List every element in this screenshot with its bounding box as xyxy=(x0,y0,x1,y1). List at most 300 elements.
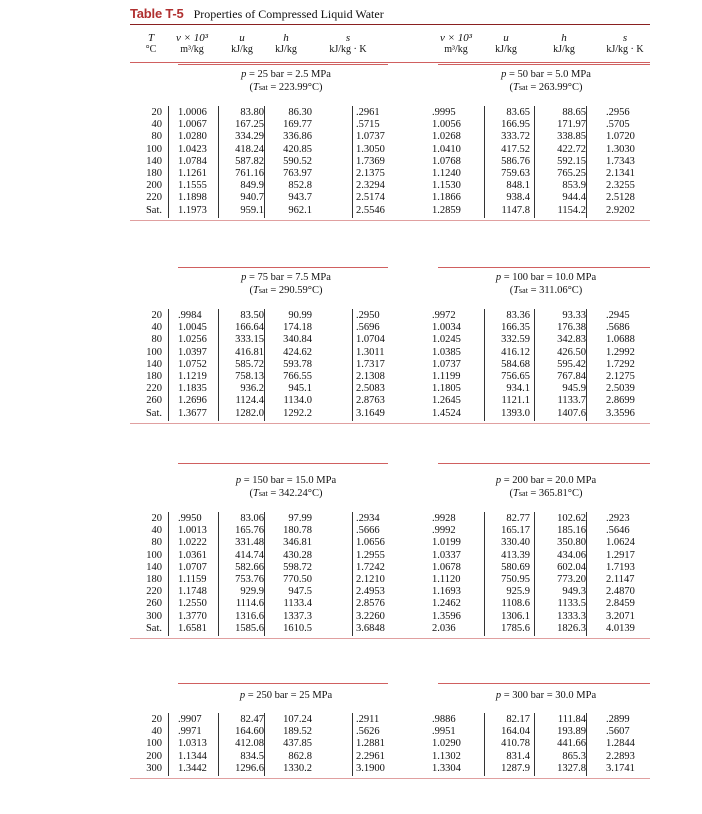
cell-u-right: 584.68 xyxy=(501,358,530,370)
header-h-right: h kJ/kg xyxy=(553,32,575,55)
block-bottom-rule xyxy=(130,778,650,779)
cell-s-left: 2.1375 xyxy=(356,168,385,179)
cell-v-right: 1.0245 xyxy=(432,334,461,346)
cell-v-left: 1.0752 xyxy=(178,358,207,370)
cell-v-left: 1.1344 xyxy=(178,750,207,762)
column-divider xyxy=(264,713,265,776)
cell-v-right: 1.3304 xyxy=(432,762,461,774)
cell-h-right: 426.50 xyxy=(557,346,586,358)
cell-u-left: 412.08 xyxy=(235,738,264,750)
column-divider xyxy=(168,713,169,776)
cell-temperature: 140 xyxy=(146,155,162,167)
cell-v-right: .9928 xyxy=(432,513,456,524)
block-rule xyxy=(438,463,650,464)
cell-u-right: 848.1 xyxy=(506,180,530,192)
cell-h-left: 86.30 xyxy=(288,107,312,118)
cell-s-right: 1.0688 xyxy=(606,334,635,346)
pressure-heading-left-3: p = 250 bar = 25 MPa xyxy=(239,690,333,701)
cell-v-left: 1.1159 xyxy=(178,574,207,585)
cell-temperature: 40 xyxy=(151,322,162,334)
cell-s-left: 3.6848 xyxy=(356,622,385,634)
cell-u-right: 759.63 xyxy=(501,168,530,179)
cell-u-left: 83.06 xyxy=(240,513,264,524)
cell-h-right: 853.9 xyxy=(562,180,586,192)
column-divider xyxy=(352,713,353,776)
header-u-left: u kJ/kg xyxy=(231,32,253,55)
column-divider xyxy=(586,512,587,636)
cell-s-left: 2.8763 xyxy=(356,395,385,407)
cell-h-left: 766.55 xyxy=(283,371,312,382)
cell-temperature: 80 xyxy=(151,537,162,549)
column-divider xyxy=(484,713,485,776)
cell-v-right: .9886 xyxy=(432,714,456,725)
cell-v-left: 1.0423 xyxy=(178,143,207,155)
cell-s-right: 3.3596 xyxy=(606,407,635,419)
column-divider xyxy=(534,106,535,218)
cell-h-left: 90.99 xyxy=(288,310,312,321)
cell-u-left: 959.1 xyxy=(240,204,264,216)
cell-v-left: 1.0045 xyxy=(178,322,207,334)
cell-h-left: 437.85 xyxy=(283,738,312,750)
header-h-left: h kJ/kg xyxy=(275,32,297,55)
cell-h-left: 340.84 xyxy=(283,334,312,346)
cell-temperature: 220 xyxy=(146,192,162,204)
cell-v-right: 1.1805 xyxy=(432,383,461,395)
cell-h-left: 189.52 xyxy=(283,726,312,738)
cell-h-left: 852.8 xyxy=(288,180,312,192)
cell-u-left: 587.82 xyxy=(235,155,264,167)
cell-u-left: 849.9 xyxy=(240,180,264,192)
cell-h-right: 338.85 xyxy=(557,131,586,143)
cell-temperature: 260 xyxy=(146,598,162,610)
cell-v-left: 1.1555 xyxy=(178,180,207,192)
cell-v-right: 1.0034 xyxy=(432,322,461,334)
block-rule xyxy=(178,64,388,65)
cell-u-right: 1121.1 xyxy=(501,395,530,407)
cell-u-right: 410.78 xyxy=(501,738,530,750)
cell-u-right: 333.72 xyxy=(501,131,530,143)
cell-s-left: 2.4953 xyxy=(356,586,385,598)
column-divider xyxy=(218,106,219,218)
cell-temperature: 20 xyxy=(151,513,162,524)
cell-u-left: 165.76 xyxy=(235,525,264,537)
pressure-heading-right-2: p = 200 bar = 20.0 MPa (Tsat = 365.81°C) xyxy=(495,475,597,499)
cell-s-right: 4.0139 xyxy=(606,622,635,634)
cell-h-right: 1133.5 xyxy=(557,598,586,610)
cell-v-right: .9951 xyxy=(432,726,456,738)
cell-s-left: 1.3011 xyxy=(356,346,385,358)
cell-s-left: 2.5546 xyxy=(356,204,385,216)
cell-u-left: 416.81 xyxy=(235,346,264,358)
cell-u-left: 582.66 xyxy=(235,561,264,573)
cell-u-right: 166.35 xyxy=(501,322,530,334)
cell-h-left: 763.97 xyxy=(283,168,312,179)
cell-s-right: 1.3030 xyxy=(606,143,635,155)
cell-v-left: 1.1261 xyxy=(178,168,207,179)
cell-temperature: 180 xyxy=(146,371,162,382)
cell-u-left: 1114.6 xyxy=(235,598,264,610)
block-rule xyxy=(178,463,388,464)
cell-temperature: Sat. xyxy=(145,407,162,419)
cell-u-right: 831.4 xyxy=(506,750,530,762)
cell-h-left: 593.78 xyxy=(283,358,312,370)
cell-temperature: 80 xyxy=(151,334,162,346)
cell-v-right: 1.1240 xyxy=(432,168,461,179)
cell-s-left: 1.0704 xyxy=(356,334,385,346)
cell-u-left: 585.72 xyxy=(235,358,264,370)
cell-v-left: 1.0784 xyxy=(178,155,207,167)
cell-h-left: 598.72 xyxy=(283,561,312,573)
cell-u-left: 834.5 xyxy=(240,750,264,762)
column-divider xyxy=(586,713,587,776)
cell-h-right: 765.25 xyxy=(557,168,586,179)
cell-s-left: 3.1900 xyxy=(356,762,385,774)
cell-u-left: 331.48 xyxy=(235,537,264,549)
cell-u-right: 1393.0 xyxy=(501,407,530,419)
cell-s-right: .2899 xyxy=(606,714,630,725)
cell-u-right: 417.52 xyxy=(501,143,530,155)
cell-s-right: 2.5128 xyxy=(606,192,635,204)
cell-v-right: 2.036 xyxy=(432,622,456,634)
cell-s-left: 2.1308 xyxy=(356,371,385,382)
cell-v-right: 1.1120 xyxy=(432,574,461,585)
cell-s-right: 2.8459 xyxy=(606,598,635,610)
block-rule xyxy=(178,683,388,684)
cell-s-left: .2934 xyxy=(356,513,380,524)
cell-s-left: 1.3050 xyxy=(356,143,385,155)
cell-temperature: 100 xyxy=(146,549,162,561)
cell-temperature: 200 xyxy=(146,750,162,762)
cell-u-right: 82.77 xyxy=(506,513,530,524)
cell-temperature: 40 xyxy=(151,726,162,738)
cell-h-left: 862.8 xyxy=(288,750,312,762)
cell-h-right: 88.65 xyxy=(562,107,586,118)
cell-s-right: 2.1341 xyxy=(606,168,635,179)
cell-u-right: 756.65 xyxy=(501,371,530,382)
cell-v-right: 1.0056 xyxy=(432,119,461,131)
cell-s-right: .2956 xyxy=(606,107,630,118)
cell-u-right: 416.12 xyxy=(501,346,530,358)
cell-v-right: 1.0199 xyxy=(432,537,461,549)
cell-u-left: 82.47 xyxy=(240,714,264,725)
cell-h-right: 945.9 xyxy=(562,383,586,395)
cell-temperature: 220 xyxy=(146,383,162,395)
block-bottom-rule xyxy=(130,638,650,639)
cell-h-right: 342.83 xyxy=(557,334,586,346)
cell-v-left: 1.0256 xyxy=(178,334,207,346)
cell-h-right: 441.66 xyxy=(557,738,586,750)
cell-u-right: 1147.8 xyxy=(501,204,530,216)
cell-s-left: .2950 xyxy=(356,310,380,321)
cell-v-left: 1.0067 xyxy=(178,119,207,131)
cell-v-right: 1.2462 xyxy=(432,598,461,610)
cell-s-right: 1.2992 xyxy=(606,346,635,358)
cell-s-right: .2923 xyxy=(606,513,630,524)
header-v-left: v × 10³ m³/kg xyxy=(175,32,209,55)
cell-v-right: 1.1866 xyxy=(432,192,461,204)
cell-h-left: 947.5 xyxy=(288,586,312,598)
cell-v-right: .9995 xyxy=(432,107,456,118)
cell-h-left: 1133.4 xyxy=(283,598,312,610)
cell-h-left: 346.81 xyxy=(283,537,312,549)
cell-h-left: 1337.3 xyxy=(283,610,312,622)
column-divider xyxy=(534,512,535,636)
cell-s-left: 1.7317 xyxy=(356,358,385,370)
cell-h-right: 102.62 xyxy=(557,513,586,524)
column-divider xyxy=(218,309,219,421)
cell-h-right: 1133.7 xyxy=(557,395,586,407)
cell-s-left: 2.8576 xyxy=(356,598,385,610)
cell-s-left: 2.3294 xyxy=(356,180,385,192)
cell-v-left: 1.1898 xyxy=(178,192,207,204)
column-divider xyxy=(586,106,587,218)
cell-u-right: 330.40 xyxy=(501,537,530,549)
cell-v-left: 1.0013 xyxy=(178,525,207,537)
cell-u-left: 758.13 xyxy=(235,371,264,382)
column-divider xyxy=(264,309,265,421)
cell-u-left: 761.16 xyxy=(235,168,264,179)
cell-v-left: .9984 xyxy=(178,310,202,321)
pressure-heading-left-2: p = 150 bar = 15.0 MPa (Tsat = 342.24°C) xyxy=(235,475,337,499)
cell-temperature: 20 xyxy=(151,714,162,725)
cell-s-left: .5696 xyxy=(356,322,380,334)
cell-h-right: 944.4 xyxy=(562,192,586,204)
cell-v-right: .9992 xyxy=(432,525,456,537)
cell-s-right: .5607 xyxy=(606,726,630,738)
cell-s-right: .5646 xyxy=(606,525,630,537)
cell-s-left: 1.2881 xyxy=(356,738,385,750)
cell-v-right: 1.1199 xyxy=(432,371,461,382)
cell-u-right: 750.95 xyxy=(501,574,530,585)
column-divider xyxy=(264,512,265,636)
column-divider xyxy=(218,713,219,776)
cell-h-right: 111.84 xyxy=(557,714,586,725)
cell-v-left: .9907 xyxy=(178,714,202,725)
cell-h-right: 1407.6 xyxy=(557,407,586,419)
cell-s-left: .2911 xyxy=(356,714,380,725)
column-divider xyxy=(352,309,353,421)
cell-s-left: 1.2955 xyxy=(356,549,385,561)
cell-v-right: .9972 xyxy=(432,310,456,321)
cell-v-right: 1.2859 xyxy=(432,204,461,216)
cell-u-right: 1287.9 xyxy=(501,762,530,774)
cell-v-right: 1.0737 xyxy=(432,358,461,370)
cell-u-left: 753.76 xyxy=(235,574,264,585)
cell-u-right: 164.04 xyxy=(501,726,530,738)
cell-h-left: 180.78 xyxy=(283,525,312,537)
header-s-left: s kJ/kg · K xyxy=(329,32,367,55)
cell-s-right: 2.5039 xyxy=(606,383,635,395)
cell-v-right: 1.1693 xyxy=(432,586,461,598)
cell-v-left: 1.3442 xyxy=(178,762,207,774)
cell-v-left: 1.0707 xyxy=(178,561,207,573)
cell-h-right: 595.42 xyxy=(557,358,586,370)
cell-h-right: 1327.8 xyxy=(557,762,586,774)
column-divider xyxy=(586,309,587,421)
pressure-heading-right-3: p = 300 bar = 30.0 MPa xyxy=(495,690,597,701)
cell-h-right: 602.04 xyxy=(557,561,586,573)
cell-v-right: 1.0678 xyxy=(432,561,461,573)
column-divider xyxy=(264,106,265,218)
cell-u-right: 586.76 xyxy=(501,155,530,167)
cell-v-left: 1.0006 xyxy=(178,107,207,118)
cell-s-left: 1.7369 xyxy=(356,155,385,167)
cell-u-right: 938.4 xyxy=(506,192,530,204)
cell-s-right: 1.7343 xyxy=(606,155,635,167)
cell-v-left: 1.0280 xyxy=(178,131,207,143)
cell-h-left: 770.50 xyxy=(283,574,312,585)
cell-u-left: 334.29 xyxy=(235,131,264,143)
cell-h-left: 430.28 xyxy=(283,549,312,561)
cell-u-right: 83.36 xyxy=(506,310,530,321)
cell-temperature: 20 xyxy=(151,310,162,321)
cell-s-right: 2.8699 xyxy=(606,395,635,407)
cell-h-right: 773.20 xyxy=(557,574,586,585)
cell-u-left: 166.64 xyxy=(235,322,264,334)
cell-temperature: 180 xyxy=(146,168,162,179)
column-divider xyxy=(168,512,169,636)
cell-s-right: .2945 xyxy=(606,310,630,321)
cell-v-left: 1.0397 xyxy=(178,346,207,358)
cell-u-left: 936.2 xyxy=(240,383,264,395)
cell-h-left: 107.24 xyxy=(283,714,312,725)
cell-h-left: 336.86 xyxy=(283,131,312,143)
cell-h-right: 865.3 xyxy=(562,750,586,762)
cell-s-left: 3.1649 xyxy=(356,407,385,419)
cell-h-left: 174.18 xyxy=(283,322,312,334)
cell-u-left: 1282.0 xyxy=(235,407,264,419)
cell-u-left: 83.50 xyxy=(240,310,264,321)
cell-v-right: 1.0768 xyxy=(432,155,461,167)
cell-s-left: .2961 xyxy=(356,107,380,118)
cell-s-left: 2.1210 xyxy=(356,574,385,585)
cell-u-left: 940.7 xyxy=(240,192,264,204)
cell-s-left: 2.5083 xyxy=(356,383,385,395)
pressure-heading-right-1: p = 100 bar = 10.0 MPa (Tsat = 311.06°C) xyxy=(495,272,597,296)
cell-s-right: 2.1275 xyxy=(606,371,635,382)
cell-h-left: 590.52 xyxy=(283,155,312,167)
cell-u-right: 1785.6 xyxy=(501,622,530,634)
cell-u-left: 167.25 xyxy=(235,119,264,131)
pressure-heading-right-0: p = 50 bar = 5.0 MPa (Tsat = 263.99°C) xyxy=(501,69,591,93)
cell-h-right: 1154.2 xyxy=(557,204,586,216)
cell-h-right: 949.3 xyxy=(562,586,586,598)
column-divider xyxy=(352,106,353,218)
cell-h-left: 169.77 xyxy=(283,119,312,131)
header-u-right: u kJ/kg xyxy=(495,32,517,55)
cell-h-right: 93.33 xyxy=(562,310,586,321)
header-v-right: v × 10³ m³/kg xyxy=(439,32,473,55)
cell-s-left: 2.5174 xyxy=(356,192,385,204)
cell-s-left: 1.0656 xyxy=(356,537,385,549)
cell-u-left: 418.24 xyxy=(235,143,264,155)
cell-u-right: 580.69 xyxy=(501,561,530,573)
cell-temperature: 220 xyxy=(146,586,162,598)
cell-u-right: 332.59 xyxy=(501,334,530,346)
cell-h-left: 943.7 xyxy=(288,192,312,204)
cell-s-right: 2.2893 xyxy=(606,750,635,762)
cell-h-right: 767.84 xyxy=(557,371,586,382)
cell-h-right: 434.06 xyxy=(557,549,586,561)
cell-h-right: 350.80 xyxy=(557,537,586,549)
cell-h-left: 945.1 xyxy=(288,383,312,395)
cell-v-left: .9971 xyxy=(178,726,202,738)
cell-v-left: 1.3677 xyxy=(178,407,207,419)
table-caption: Properties of Compressed Liquid Water xyxy=(193,7,384,21)
cell-v-left: 1.2550 xyxy=(178,598,207,610)
cell-u-left: 1296.6 xyxy=(235,762,264,774)
cell-u-left: 1316.6 xyxy=(235,610,264,622)
cell-v-left: 1.0222 xyxy=(178,537,207,549)
cell-s-right: 1.2844 xyxy=(606,738,635,750)
cell-u-right: 413.39 xyxy=(501,549,530,561)
cell-s-right: 1.7193 xyxy=(606,561,635,573)
cell-v-left: 1.6581 xyxy=(178,622,207,634)
header-rule xyxy=(130,62,650,63)
cell-h-left: 97.99 xyxy=(288,513,312,524)
cell-h-right: 176.38 xyxy=(557,322,586,334)
cell-temperature: Sat. xyxy=(145,204,162,216)
cell-s-right: 1.0720 xyxy=(606,131,635,143)
cell-u-left: 414.74 xyxy=(235,549,264,561)
cell-h-right: 1826.3 xyxy=(557,622,586,634)
cell-v-left: 1.0361 xyxy=(178,549,207,561)
cell-s-left: .5715 xyxy=(356,119,380,131)
cell-temperature: 260 xyxy=(146,395,162,407)
cell-v-left: 1.1835 xyxy=(178,383,207,395)
cell-s-right: .5686 xyxy=(606,322,630,334)
column-divider xyxy=(484,106,485,218)
block-rule xyxy=(438,64,650,65)
column-divider xyxy=(218,512,219,636)
cell-v-right: 1.4524 xyxy=(432,407,461,419)
cell-u-right: 1108.6 xyxy=(501,598,530,610)
table-title xyxy=(130,5,650,21)
pressure-heading-left-1: p = 75 bar = 7.5 MPa (Tsat = 290.59°C) xyxy=(241,272,331,296)
cell-temperature: 180 xyxy=(146,574,162,585)
cell-h-left: 1292.2 xyxy=(283,407,312,419)
cell-temperature: 100 xyxy=(146,143,162,155)
cell-u-left: 929.9 xyxy=(240,586,264,598)
cell-v-right: 1.3596 xyxy=(432,610,461,622)
table-number: Table T-5 xyxy=(130,6,184,21)
cell-s-right: 3.1741 xyxy=(606,762,635,774)
cell-s-right: 2.1147 xyxy=(606,574,635,585)
cell-s-right: 2.9202 xyxy=(606,204,635,216)
column-divider xyxy=(534,309,535,421)
cell-h-left: 962.1 xyxy=(288,204,312,216)
block-rule xyxy=(438,267,650,268)
cell-h-right: 1333.3 xyxy=(557,610,586,622)
cell-h-left: 420.85 xyxy=(283,143,312,155)
cell-v-left: 1.1219 xyxy=(178,371,207,382)
cell-u-left: 1124.4 xyxy=(235,395,264,407)
cell-temperature: 100 xyxy=(146,346,162,358)
cell-h-right: 422.72 xyxy=(557,143,586,155)
cell-v-left: 1.3770 xyxy=(178,610,207,622)
cell-s-right: 1.0624 xyxy=(606,537,635,549)
cell-u-right: 165.17 xyxy=(501,525,530,537)
column-divider xyxy=(534,713,535,776)
cell-u-right: 82.17 xyxy=(506,714,530,725)
cell-temperature: 140 xyxy=(146,358,162,370)
cell-s-right: 1.7292 xyxy=(606,358,635,370)
cell-s-right: 1.2917 xyxy=(606,549,635,561)
cell-v-right: 1.0268 xyxy=(432,131,461,143)
cell-temperature: 300 xyxy=(146,610,162,622)
cell-v-left: .9950 xyxy=(178,513,202,524)
cell-h-right: 185.16 xyxy=(557,525,586,537)
